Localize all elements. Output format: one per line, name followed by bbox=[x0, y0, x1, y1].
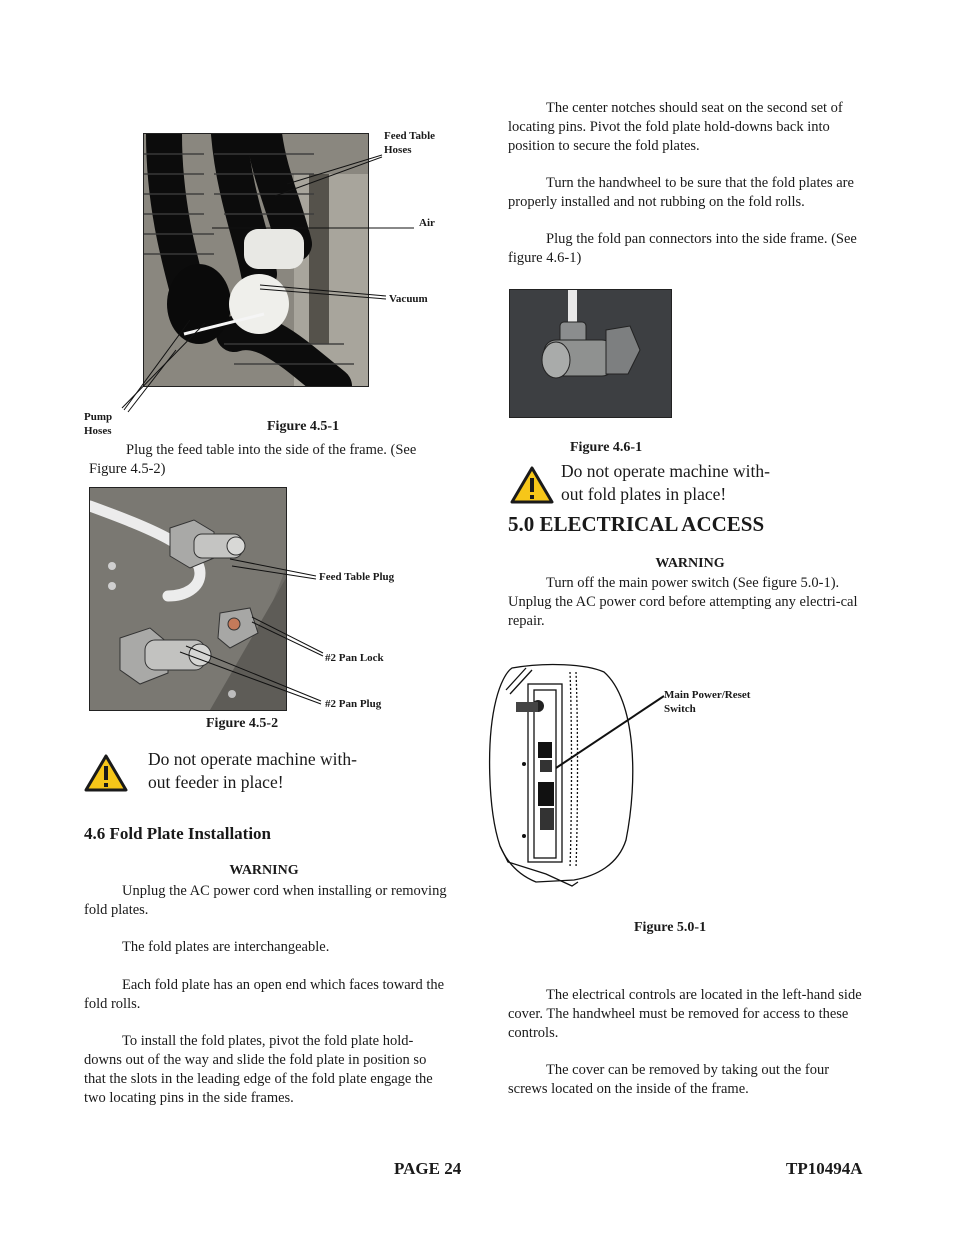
figure-5-0-1-leader bbox=[540, 690, 670, 780]
footer-page-number: PAGE 24 bbox=[394, 1159, 462, 1178]
fold-pan-connector-illustration bbox=[510, 290, 671, 417]
section-4-6-para-install: To install the fold plates, pivot the fold plate hold-downs out of the way and slide the fold plate in position so that the slots in the leading edge of the fold plate engage the two locating pins in the side frames. bbox=[84, 1033, 433, 1106]
section-5-0-para-controls: The electrical controls are located in the left-hand side cover. The handwheel must be removed for access to these controls. bbox=[508, 987, 862, 1041]
section-4-6-warning-title: WARNING bbox=[229, 863, 299, 878]
figure-4-5-2-caption: Figure 4.5-2 bbox=[206, 716, 279, 731]
label-pan-plug: #2 Pan Plug bbox=[325, 698, 382, 710]
label-main-power-switch: Main Power/Reset Switch bbox=[664, 689, 751, 715]
para-turn-handwheel: Turn the handwheel to be sure that the fold plates are properly installed and not rubbing on the fold rolls. bbox=[508, 175, 854, 210]
warning-triangle-icon bbox=[84, 754, 128, 792]
label-vacuum: Vacuum bbox=[389, 293, 428, 305]
figure-4-6-1-caption: Figure 4.6-1 bbox=[570, 440, 643, 455]
warning-fold-plates-text: Do not operate machine with- out fold plates in place! bbox=[561, 461, 770, 504]
footer-document-id: TP10494A bbox=[786, 1159, 863, 1178]
figure-4-5-1-caption: Figure 4.5-1 bbox=[267, 419, 340, 434]
section-4-6-para-interchangeable: The fold plates are interchangeable. bbox=[122, 939, 330, 955]
para-plug-fold-pan: Plug the fold pan connectors into the side frame. (See figure 4.6-1) bbox=[508, 231, 857, 266]
section-5-0-heading: 5.0 ELECTRICAL ACCESS bbox=[508, 512, 765, 536]
section-5-0-warning-text: Turn off the main power switch (See figure 5.0-1). Unplug the AC power cord before attempting any electri-cal repair. bbox=[508, 575, 858, 629]
figure-4-6-1-photo bbox=[509, 289, 672, 418]
para-plug-feed-table: Plug the feed table into the side of the frame. (See Figure 4.5-2) bbox=[89, 442, 417, 477]
section-4-6-warning-text: Unplug the AC power cord when installing or removing fold plates. bbox=[84, 883, 447, 918]
section-5-0-warning-title: WARNING bbox=[655, 556, 725, 571]
label-feed-table-hoses: Feed Table Hoses bbox=[384, 130, 436, 156]
warning-feeder-text: Do not operate machine with- out feeder in place! bbox=[148, 749, 357, 792]
label-pan-lock: #2 Pan Lock bbox=[325, 652, 384, 664]
section-5-0-para-cover: The cover can be removed by taking out the four screws located on the inside of the frame. bbox=[508, 1062, 830, 1097]
label-feed-table-plug: Feed Table Plug bbox=[319, 571, 395, 583]
label-air: Air bbox=[419, 217, 435, 229]
label-pump-hoses: Pump Hoses bbox=[84, 411, 113, 437]
warning-triangle-icon bbox=[510, 466, 554, 504]
section-4-6-heading: 4.6 Fold Plate Installation bbox=[84, 824, 272, 843]
section-4-6-para-open-end: Each fold plate has an open end which faces toward the fold rolls. bbox=[84, 977, 445, 1012]
para-center-notches: The center notches should seat on the second set of locating pins. Pivot the fold plate hold-downs back into position to secure the fold plates. bbox=[508, 100, 843, 154]
figure-5-0-1-caption: Figure 5.0-1 bbox=[634, 920, 707, 935]
